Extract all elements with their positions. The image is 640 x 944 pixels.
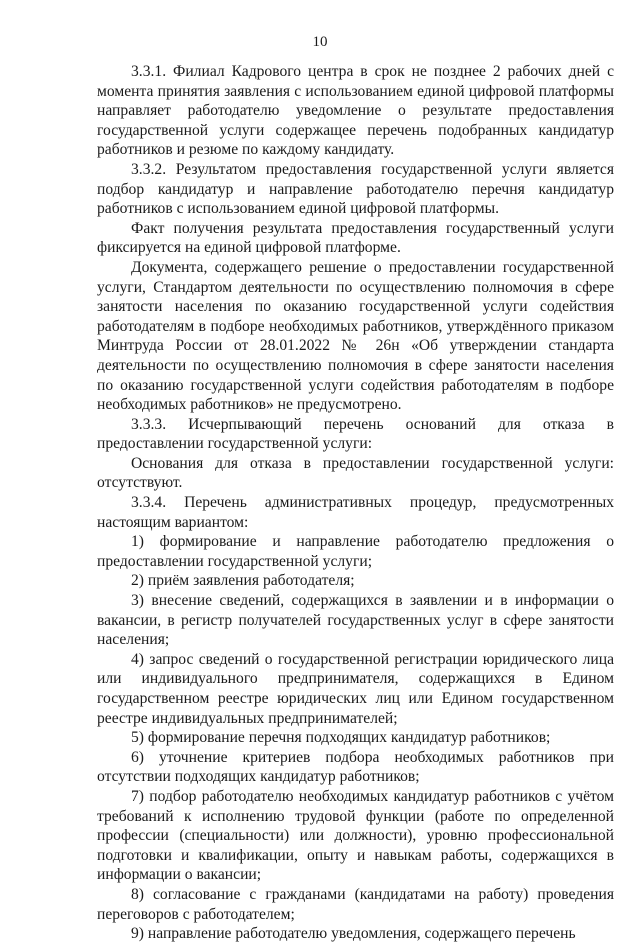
list-item-7: 7) подбор работодателю необходимых кандидатур работников с учётом требований к исполнению трудовой функции (работе по определенной профессии (специальности) или должности), уровню профессиональной подготовки и квалификации, опыту и навыкам работы, содержащихся в информации о вакансии; — [97, 787, 614, 884]
list-item-3: 3) внесение сведений, содержащихся в заявлении и в информации о вакансии, в регистр получателей государственных услуг в сфере занятости населения; — [97, 592, 614, 649]
list-item-6: 6) уточнение критериев подбора необходимых работников при отсутствии подходящих кандидатур работников; — [97, 748, 614, 786]
paragraph-refusal-grounds: Основания для отказа в предоставлении государственной услуги: отсутствуют. — [97, 454, 614, 492]
paragraph-result-fact: Факт получения результата предоставления государственный услуги фиксируется на единой цифровой платформе. — [97, 219, 614, 257]
list-item-2: 2) приём заявления работодателя; — [131, 572, 355, 590]
paragraph-3-3-4: 3.3.4. Перечень административных процедур, предусмотренных настоящим вариантом: — [97, 494, 614, 531]
document-body — [97, 62, 614, 944]
list-item-1: 1) формирование и направление работодателю предложения о предоставлении государственной услуги; — [97, 533, 614, 570]
list-item-9: 9) направление работодателю уведомления, содержащего перечень — [131, 925, 576, 943]
list-item-8: 8) согласование с гражданами (кандидатами на работу) проведения переговоров с работодателем; — [97, 885, 614, 923]
paragraph-3-3-1: 3.3.1. Филиал Кадрового центра в срок не позднее 2 рабочих дней с момента принятия заявления с использованием единой цифровой платформы направляет работодателю уведомление о результате предоставления государственной услуги содержащее перечень подобранных кандидатур работников и резюме по каждому кандидату. — [97, 63, 614, 159]
paragraph-3-3-2: 3.3.2. Результатом предоставления государственной услуги является подбор кандидатур и направление работодателю перечня кандидатур работников с использованием единой цифровой платформы. — [97, 160, 614, 218]
paragraph-decision-document: Документа, содержащего решение о предоставлении государственной услуги, Стандартом деятельности по осуществлению полномочия в сфере занятости населения по оказанию государственной услуги содействия работодателям в подборе необходимых работников, утверждённого приказом Минтруда России от 28.01.2022 № 26н «Об утверждении стандарта деятельности по осуществлению полномочия в сфере занятости населения по оказанию государственной услуги содействия работодателям в подборе необходимых работников» не предусмотрено. — [97, 258, 614, 414]
list-item-5: 5) формирование перечня подходящих кандидатур работников; — [131, 729, 551, 747]
list-item-4: 4) запрос сведений о государственной регистрации юридического лица или индивидуального предпринимателя, содержащихся в Едином государственном реестре юридических лиц или Едином государственном реестре индивидуальных предпринимателей; — [97, 650, 614, 727]
paragraph-3-3-3: 3.3.3. Исчерпывающий перечень оснований для отказа в предоставлении государственной услуги: — [97, 415, 614, 453]
page-number: 10 — [312, 34, 328, 50]
